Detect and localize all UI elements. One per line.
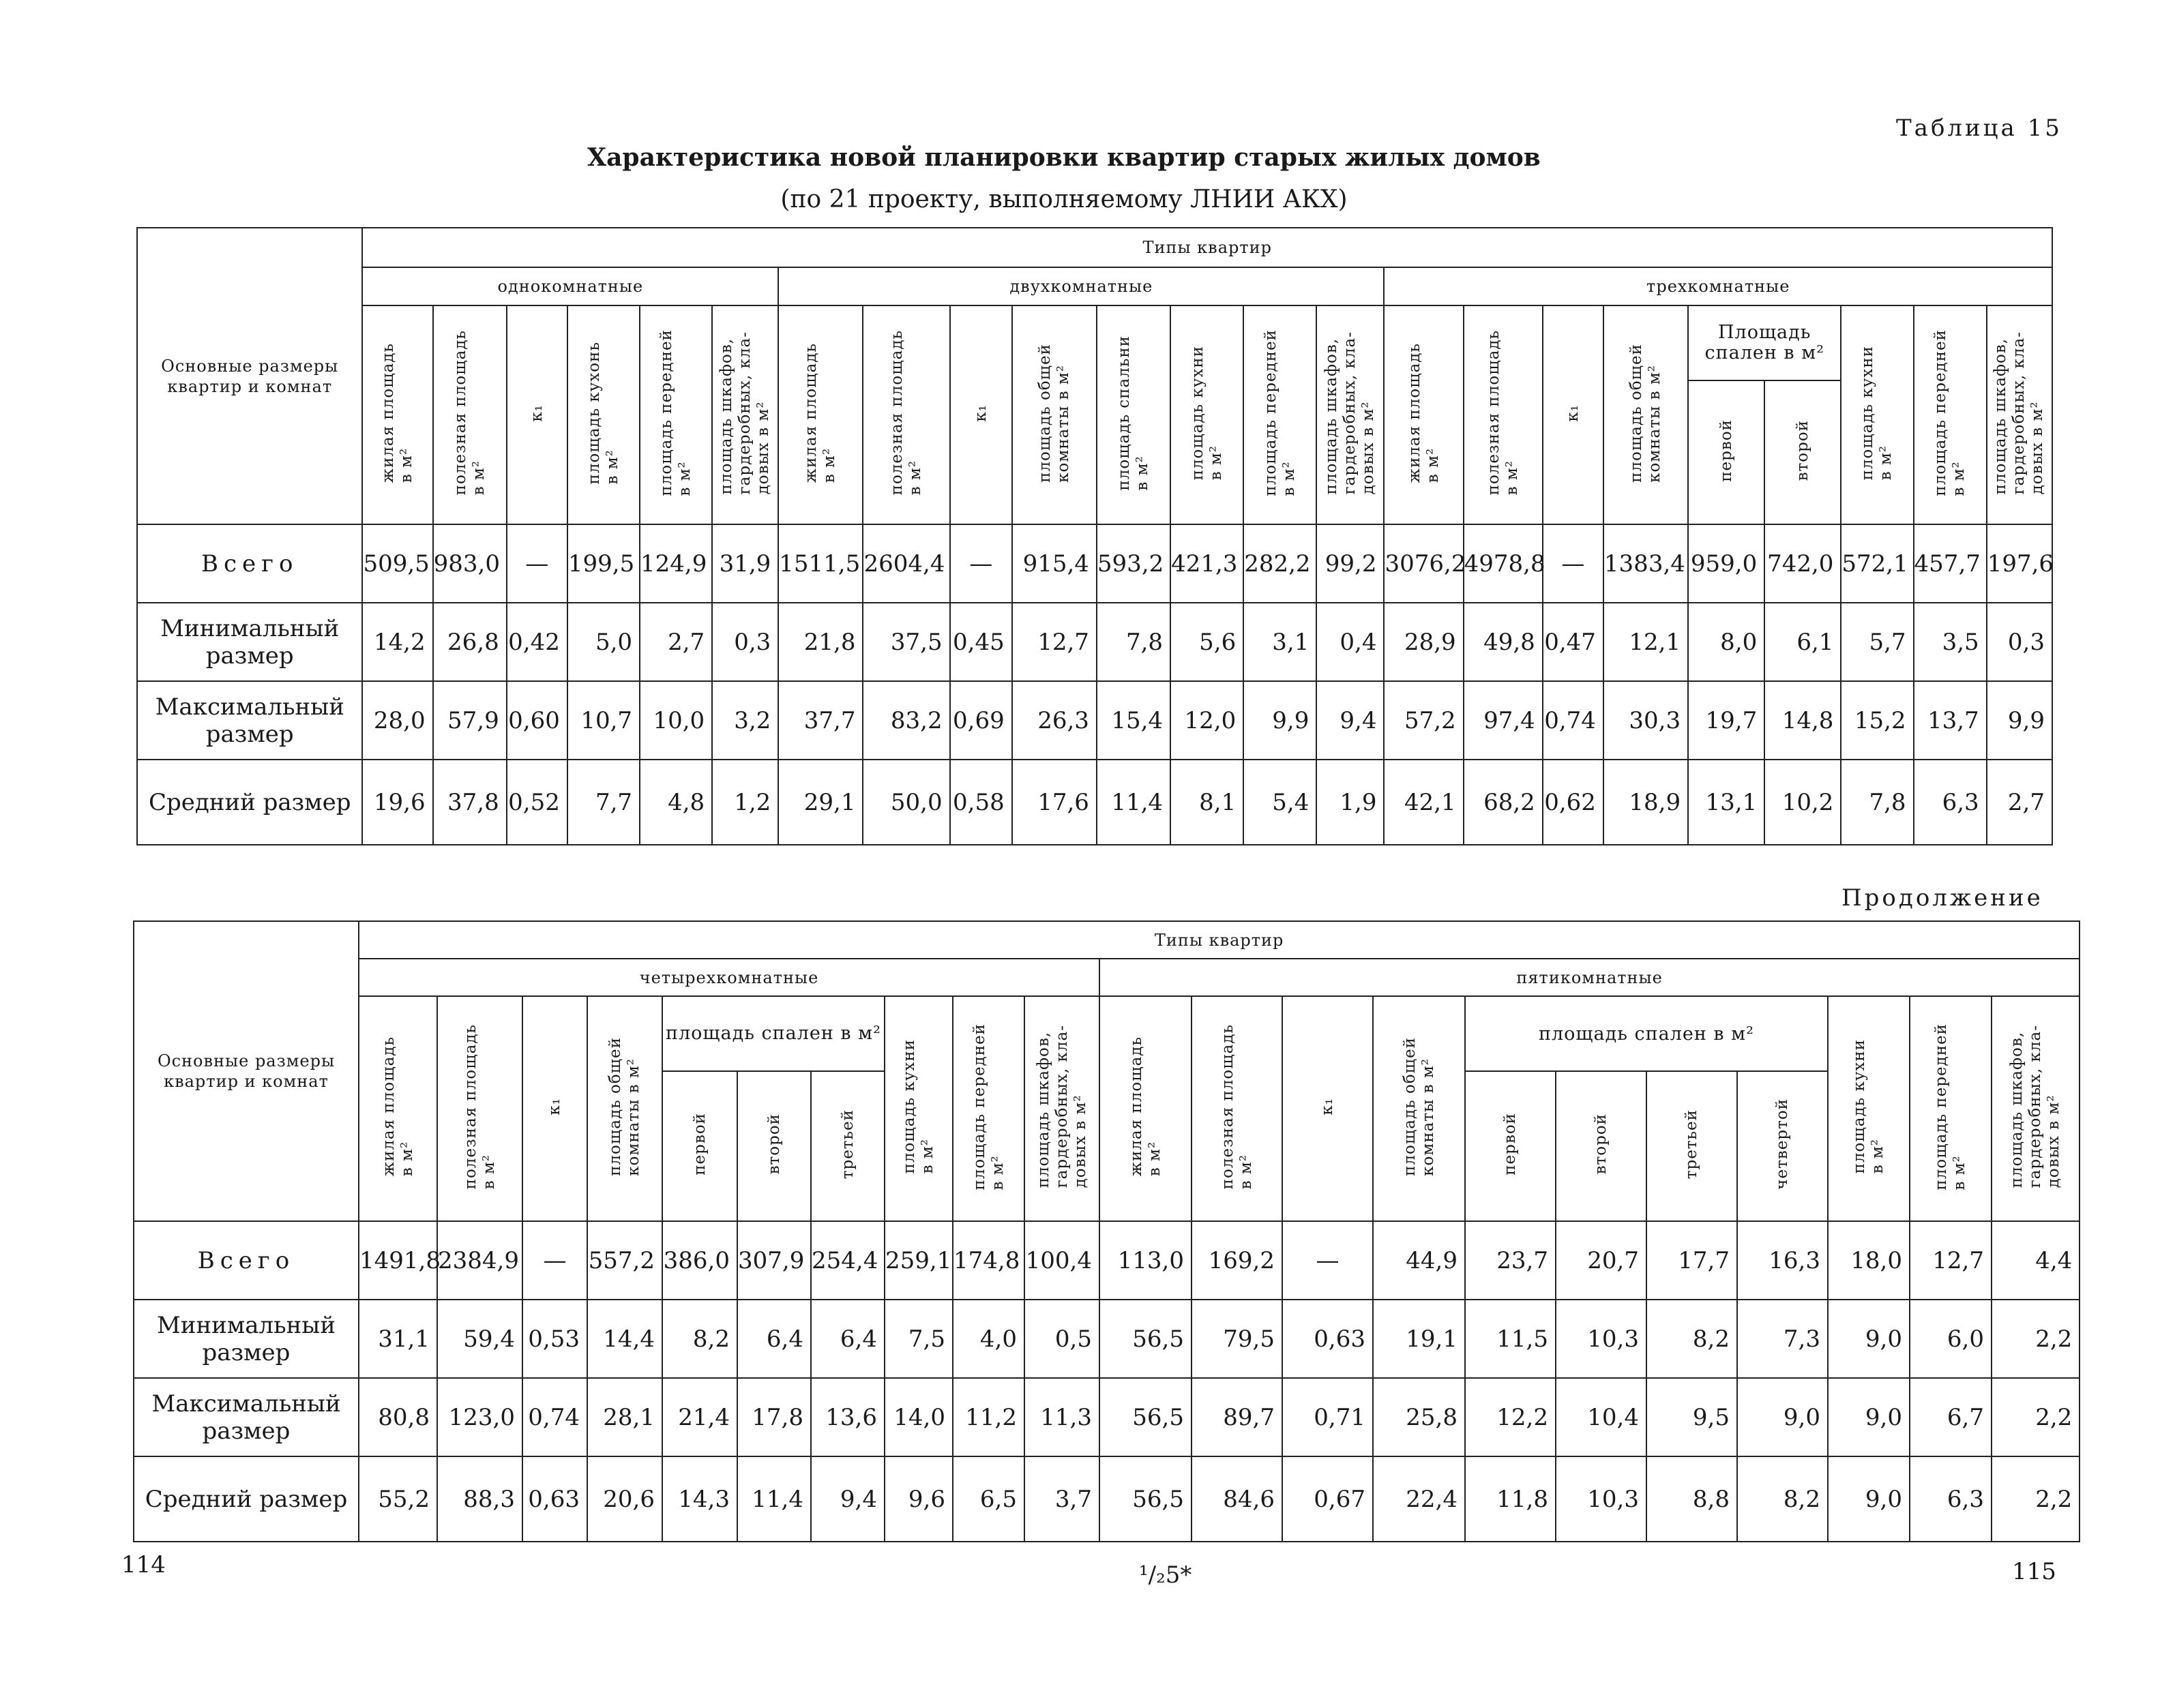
- cell: 28,1: [587, 1378, 662, 1456]
- cell: 0,58: [950, 760, 1012, 845]
- cell: 15,4: [1097, 681, 1170, 760]
- cell: 89,7: [1192, 1378, 1282, 1456]
- cell: 0,69: [950, 681, 1012, 760]
- cell: 17,8: [737, 1378, 811, 1456]
- cell: 56,5: [1099, 1456, 1192, 1542]
- cell: 29,1: [778, 760, 863, 845]
- cell: 7,3: [1737, 1300, 1828, 1378]
- col-header: полезная площадь в м²: [863, 305, 949, 524]
- cell: 2604,4: [863, 524, 949, 603]
- group-three-room: трехкомнатные: [1384, 267, 2052, 305]
- col-header: площадь передней в м²: [953, 996, 1024, 1221]
- col-header: жилая площадь в м²: [778, 305, 863, 524]
- row-label: Средний размер: [134, 1456, 359, 1542]
- cell: 13,1: [1688, 760, 1764, 845]
- cell: 557,2: [587, 1221, 662, 1300]
- cell: 6,4: [737, 1300, 811, 1378]
- cell: 742,0: [1764, 524, 1841, 603]
- cell: 3076,2: [1384, 524, 1463, 603]
- cell: 8,2: [662, 1300, 737, 1378]
- col-header: жилая площадь в м²: [362, 305, 432, 524]
- cell: 0,74: [522, 1378, 587, 1456]
- cell: 14,0: [885, 1378, 953, 1456]
- cell: 0,5: [1024, 1300, 1099, 1378]
- cell: 9,0: [1828, 1378, 1910, 1456]
- cell: —: [1282, 1221, 1373, 1300]
- cell: 11,2: [953, 1378, 1024, 1456]
- cell: 11,3: [1024, 1378, 1099, 1456]
- cell: 23,7: [1465, 1221, 1556, 1300]
- cell: 31,1: [359, 1300, 437, 1378]
- cell: 2,2: [1992, 1300, 2080, 1378]
- cell: 197,6: [1987, 524, 2052, 603]
- cell: 28,0: [362, 681, 432, 760]
- cell: 0,45: [950, 603, 1012, 681]
- cell: 8,1: [1170, 760, 1243, 845]
- cell: 12,7: [1012, 603, 1097, 681]
- table-caption: Таблица 15: [1896, 115, 2062, 142]
- cell: 26,3: [1012, 681, 1097, 760]
- cell: 12,7: [1910, 1221, 1992, 1300]
- cell: 9,0: [1828, 1300, 1910, 1378]
- cell: 99,2: [1316, 524, 1384, 603]
- page-subtitle: (по 21 проекту, выполняемому ЛНИИ АКХ): [780, 185, 1348, 213]
- cell: 421,3: [1170, 524, 1243, 603]
- row-label: Минимальный размер: [137, 603, 362, 681]
- cell: 12,0: [1170, 681, 1243, 760]
- cell: 0,60: [507, 681, 567, 760]
- signature-mark: ¹/₂5*: [1139, 1561, 1192, 1589]
- bedrooms-header: площадь спален в м²: [662, 996, 885, 1071]
- cell: 8,8: [1646, 1456, 1737, 1542]
- cell: 169,2: [1192, 1221, 1282, 1300]
- cell: 13,7: [1914, 681, 1987, 760]
- cell: 5,7: [1841, 603, 1913, 681]
- col-header: площадь общей комнаты в м²: [1373, 996, 1465, 1221]
- cell: 11,4: [737, 1456, 811, 1542]
- cell: 509,5: [362, 524, 432, 603]
- right-page-number: 115: [2012, 1558, 2056, 1585]
- cell: 1383,4: [1603, 524, 1688, 603]
- table-1: [136, 227, 2053, 845]
- col-header: к₁: [507, 305, 567, 524]
- cell: 19,6: [362, 760, 432, 845]
- cell: 8,2: [1737, 1456, 1828, 1542]
- cell: 0,63: [1282, 1300, 1373, 1378]
- cell: 3,2: [712, 681, 778, 760]
- cell: 11,5: [1465, 1300, 1556, 1378]
- cell: 31,9: [712, 524, 778, 603]
- cell: 100,4: [1024, 1221, 1099, 1300]
- cell: 386,0: [662, 1221, 737, 1300]
- col-header: полезная площадь в м²: [433, 305, 507, 524]
- continuation-label: Продолжение: [1841, 884, 2043, 912]
- cell: 37,7: [778, 681, 863, 760]
- page-title: Характеристика новой планировки квартир старых жилых домов: [587, 143, 1541, 172]
- cell: 55,2: [359, 1456, 437, 1542]
- cell: 10,3: [1556, 1456, 1646, 1542]
- cell: 7,5: [885, 1300, 953, 1378]
- table-row: [137, 603, 2052, 681]
- cell: 3,1: [1243, 603, 1316, 681]
- cell: 3,7: [1024, 1456, 1099, 1542]
- cell: 25,8: [1373, 1378, 1465, 1456]
- table-row: [134, 1300, 2080, 1378]
- cell: 30,3: [1603, 681, 1688, 760]
- cell: 4978,8: [1464, 524, 1543, 603]
- cell: 113,0: [1099, 1221, 1192, 1300]
- col-header: к₁: [950, 305, 1012, 524]
- cell: 593,2: [1097, 524, 1170, 603]
- cell: 88,3: [437, 1456, 522, 1542]
- corner-label: Основные размеры квартир и комнат: [137, 228, 362, 524]
- cell: 14,8: [1764, 681, 1841, 760]
- col-header: жилая площадь в м²: [359, 996, 437, 1221]
- cell: 9,4: [811, 1456, 885, 1542]
- group-one-room: однокомнатные: [362, 267, 778, 305]
- col-header: к₁: [522, 996, 587, 1221]
- table-row: [134, 1378, 2080, 1456]
- cell: 17,7: [1646, 1221, 1737, 1300]
- cell: 4,8: [640, 760, 712, 845]
- col-header: жилая площадь в м²: [1384, 305, 1463, 524]
- cell: 14,3: [662, 1456, 737, 1542]
- cell: 49,8: [1464, 603, 1543, 681]
- cell: 254,4: [811, 1221, 885, 1300]
- cell: 0,62: [1543, 760, 1603, 845]
- left-page-number: 114: [121, 1551, 166, 1578]
- cell: 68,2: [1464, 760, 1543, 845]
- cell: 2,7: [640, 603, 712, 681]
- cell: 56,5: [1099, 1378, 1192, 1456]
- cell: 6,4: [811, 1300, 885, 1378]
- cell: 42,1: [1384, 760, 1463, 845]
- col-header: площадь кухни в м²: [885, 996, 953, 1221]
- col-header: третьей: [1646, 1071, 1737, 1221]
- cell: —: [522, 1221, 587, 1300]
- col-header: третьей: [811, 1071, 885, 1221]
- cell: 9,9: [1987, 681, 2052, 760]
- col-header: площадь передней в м²: [1910, 996, 1992, 1221]
- col-header: площадь кухни в м²: [1828, 996, 1910, 1221]
- cell: 1,9: [1316, 760, 1384, 845]
- cell: 5,4: [1243, 760, 1316, 845]
- cell: 20,7: [1556, 1221, 1646, 1300]
- cell: 0,42: [507, 603, 567, 681]
- col-header: площадь общей комнаты в м²: [587, 996, 662, 1221]
- cell: 80,8: [359, 1378, 437, 1456]
- row-label: Минимальный размер: [134, 1300, 359, 1378]
- cell: 9,0: [1828, 1456, 1910, 1542]
- cell: 259,1: [885, 1221, 953, 1300]
- cell: 4,0: [953, 1300, 1024, 1378]
- cell: 15,2: [1841, 681, 1913, 760]
- cell: 11,4: [1097, 760, 1170, 845]
- bedrooms-header: Площадь спален в м²: [1688, 305, 1841, 380]
- group-two-room: двухкомнатные: [778, 267, 1384, 305]
- types-header: Типы квартир: [362, 228, 2052, 267]
- cell: 57,9: [433, 681, 507, 760]
- cell: 10,3: [1556, 1300, 1646, 1378]
- cell: 5,6: [1170, 603, 1243, 681]
- col-header: первой: [1688, 380, 1764, 524]
- cell: 50,0: [863, 760, 949, 845]
- col-header: площадь спальни в м²: [1097, 305, 1170, 524]
- row-label: Всего: [134, 1221, 359, 1300]
- table-2: [133, 920, 2080, 1542]
- col-header: площадь кухонь в м²: [567, 305, 640, 524]
- corner-label: Основные размеры квартир и комнат: [134, 921, 359, 1221]
- cell: 983,0: [433, 524, 507, 603]
- cell: 18,0: [1828, 1221, 1910, 1300]
- cell: 10,4: [1556, 1378, 1646, 1456]
- row-label: Максимальный размер: [134, 1378, 359, 1456]
- cell: 5,0: [567, 603, 640, 681]
- cell: 10,2: [1764, 760, 1841, 845]
- cell: 307,9: [737, 1221, 811, 1300]
- cell: 3,5: [1914, 603, 1987, 681]
- col-header: площадь передней в м²: [1243, 305, 1316, 524]
- col-header: площадь передней в м²: [1914, 305, 1987, 524]
- cell: 0,3: [712, 603, 778, 681]
- cell: 22,4: [1373, 1456, 1465, 1542]
- table-row: [137, 681, 2052, 760]
- cell: 2384,9: [437, 1221, 522, 1300]
- cell: 2,2: [1992, 1378, 2080, 1456]
- cell: 0,74: [1543, 681, 1603, 760]
- cell: 7,8: [1841, 760, 1913, 845]
- col-header: площадь общей комнаты в м²: [1012, 305, 1097, 524]
- col-header: площадь шкафов, гардеробных, кла- довых в м²: [1992, 996, 2080, 1221]
- col-header: площадь шкафов, гардеробных, кла- довых в м²: [1316, 305, 1384, 524]
- col-header: первой: [662, 1071, 737, 1221]
- col-header: четвертой: [1737, 1071, 1828, 1221]
- cell: 2,7: [1987, 760, 2052, 845]
- group-five-room: пятикомнатные: [1099, 959, 2080, 996]
- cell: 915,4: [1012, 524, 1097, 603]
- cell: 6,1: [1764, 603, 1841, 681]
- table-row: [134, 1221, 2080, 1300]
- cell: 37,8: [433, 760, 507, 845]
- col-header: к₁: [1282, 996, 1373, 1221]
- cell: 123,0: [437, 1378, 522, 1456]
- cell: 9,4: [1316, 681, 1384, 760]
- cell: 20,6: [587, 1456, 662, 1542]
- row-label: Всего: [137, 524, 362, 603]
- cell: 10,7: [567, 681, 640, 760]
- cell: 174,8: [953, 1221, 1024, 1300]
- cell: 10,0: [640, 681, 712, 760]
- cell: 0,63: [522, 1456, 587, 1542]
- cell: 84,6: [1192, 1456, 1282, 1542]
- cell: 0,47: [1543, 603, 1603, 681]
- cell: 9,5: [1646, 1378, 1737, 1456]
- cell: 199,5: [567, 524, 640, 603]
- cell: 1491,8: [359, 1221, 437, 1300]
- cell: —: [1543, 524, 1603, 603]
- cell: 6,3: [1914, 760, 1987, 845]
- cell: 0,67: [1282, 1456, 1373, 1542]
- col-header: полезная площадь в м²: [437, 996, 522, 1221]
- cell: 7,7: [567, 760, 640, 845]
- cell: 124,9: [640, 524, 712, 603]
- col-header: площадь общей комнаты в м²: [1603, 305, 1688, 524]
- col-header: первой: [1465, 1071, 1556, 1221]
- cell: 572,1: [1841, 524, 1913, 603]
- cell: 28,9: [1384, 603, 1463, 681]
- cell: 17,6: [1012, 760, 1097, 845]
- cell: 282,2: [1243, 524, 1316, 603]
- cell: 14,4: [587, 1300, 662, 1378]
- cell: 9,6: [885, 1456, 953, 1542]
- row-label: Максимальный размер: [137, 681, 362, 760]
- cell: —: [507, 524, 567, 603]
- col-header: площадь передней в м²: [640, 305, 712, 524]
- cell: 4,4: [1992, 1221, 2080, 1300]
- cell: 59,4: [437, 1300, 522, 1378]
- cell: 21,4: [662, 1378, 737, 1456]
- cell: 8,0: [1688, 603, 1764, 681]
- col-header: площадь шкафов, гардеробных, кла- довых в м²: [1987, 305, 2052, 524]
- cell: 83,2: [863, 681, 949, 760]
- group-four-room: четырехкомнатные: [359, 959, 1099, 996]
- cell: 26,8: [433, 603, 507, 681]
- cell: 7,8: [1097, 603, 1170, 681]
- cell: 2,2: [1992, 1456, 2080, 1542]
- cell: 37,5: [863, 603, 949, 681]
- cell: 56,5: [1099, 1300, 1192, 1378]
- cell: 0,52: [507, 760, 567, 845]
- cell: —: [950, 524, 1012, 603]
- col-header: полезная площадь в м²: [1464, 305, 1543, 524]
- cell: 16,3: [1737, 1221, 1828, 1300]
- row-label: Средний размер: [137, 760, 362, 845]
- cell: 6,3: [1910, 1456, 1992, 1542]
- cell: 79,5: [1192, 1300, 1282, 1378]
- col-header: площадь шкафов, гардеробных, кла- довых в м²: [1024, 996, 1099, 1221]
- cell: 1,2: [712, 760, 778, 845]
- cell: 21,8: [778, 603, 863, 681]
- cell: 97,4: [1464, 681, 1543, 760]
- cell: 6,7: [1910, 1378, 1992, 1456]
- bedrooms-header: площадь спален в м²: [1465, 996, 1828, 1071]
- cell: 6,5: [953, 1456, 1024, 1542]
- table-row: [137, 760, 2052, 845]
- table-row: [134, 1456, 2080, 1542]
- cell: 1511,5: [778, 524, 863, 603]
- cell: 6,0: [1910, 1300, 1992, 1378]
- col-header: площадь шкафов, гардеробных, кла- довых в м²: [712, 305, 778, 524]
- cell: 19,7: [1688, 681, 1764, 760]
- cell: 14,2: [362, 603, 432, 681]
- col-header: к₁: [1543, 305, 1603, 524]
- col-header: второй: [737, 1071, 811, 1221]
- cell: 0,4: [1316, 603, 1384, 681]
- cell: 11,8: [1465, 1456, 1556, 1542]
- cell: 8,2: [1646, 1300, 1737, 1378]
- cell: 0,53: [522, 1300, 587, 1378]
- cell: 9,0: [1737, 1378, 1828, 1456]
- cell: 57,2: [1384, 681, 1463, 760]
- cell: 12,2: [1465, 1378, 1556, 1456]
- cell: 457,7: [1914, 524, 1987, 603]
- cell: 12,1: [1603, 603, 1688, 681]
- cell: 18,9: [1603, 760, 1688, 845]
- cell: 0,3: [1987, 603, 2052, 681]
- cell: 19,1: [1373, 1300, 1465, 1378]
- cell: 0,71: [1282, 1378, 1373, 1456]
- col-header: второй: [1556, 1071, 1646, 1221]
- col-header: площадь кухни в м²: [1170, 305, 1243, 524]
- col-header: площадь кухни в м²: [1841, 305, 1913, 524]
- col-header: второй: [1764, 380, 1841, 524]
- cell: 9,9: [1243, 681, 1316, 760]
- cell: 44,9: [1373, 1221, 1465, 1300]
- cell: 959,0: [1688, 524, 1764, 603]
- col-header: полезная площадь в м²: [1192, 996, 1282, 1221]
- types-header: Типы квартир: [359, 921, 2080, 959]
- cell: 13,6: [811, 1378, 885, 1456]
- table-row: [137, 524, 2052, 603]
- col-header: жилая площадь в м²: [1099, 996, 1192, 1221]
